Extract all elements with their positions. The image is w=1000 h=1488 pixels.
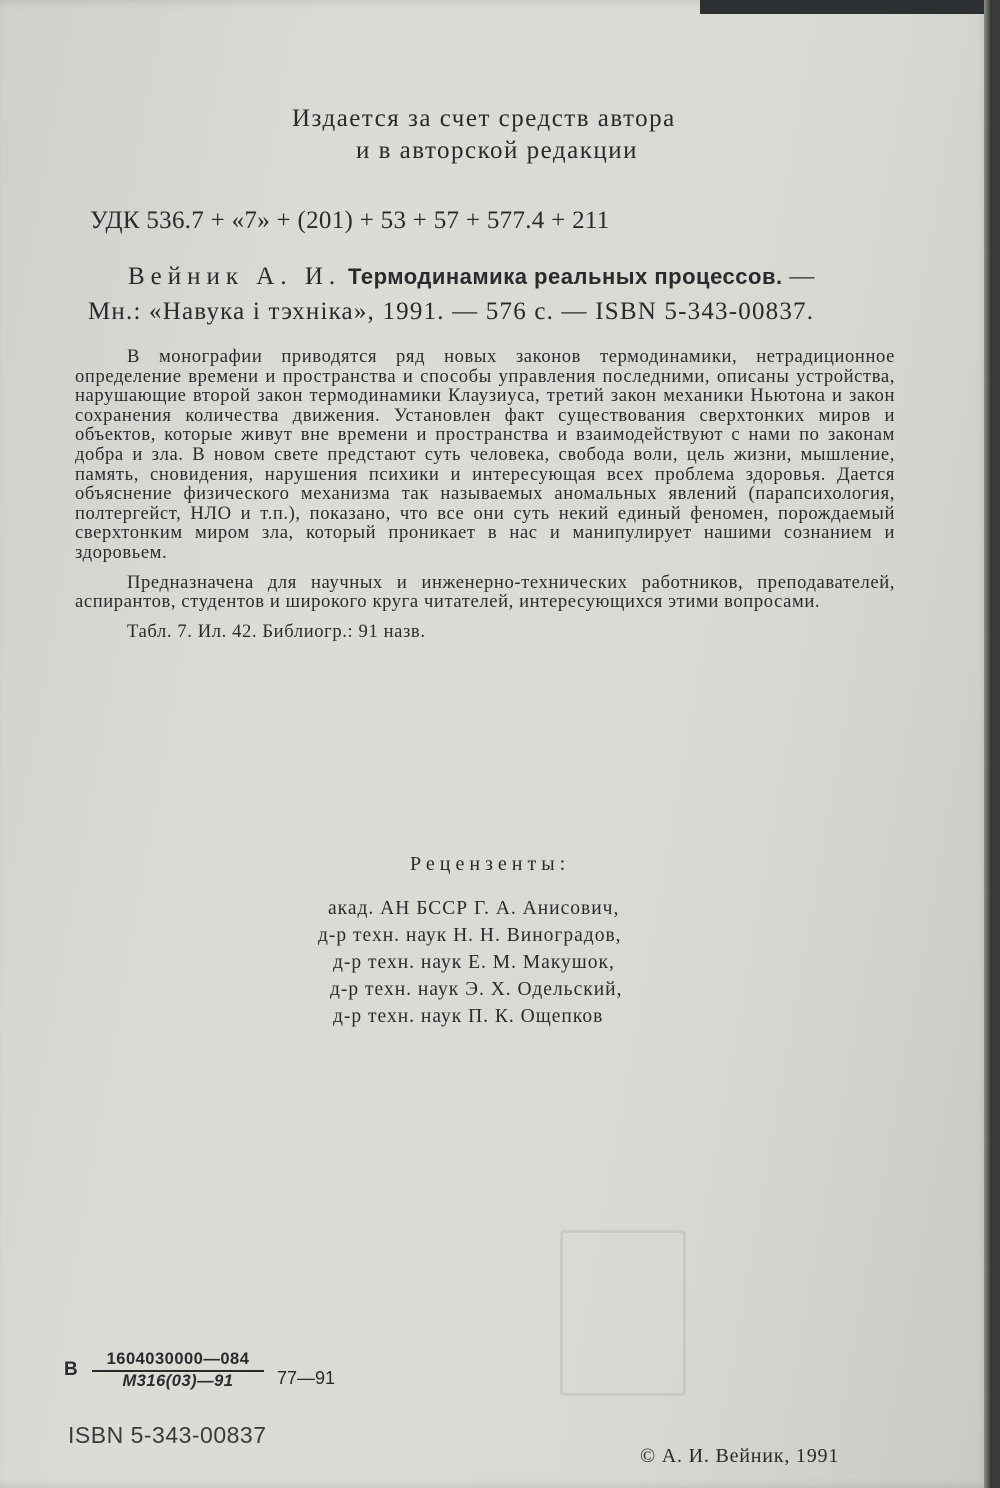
page-edge-shadow [984, 0, 992, 1488]
udk-code: УДК 536.7 + «7» + (201) + 53 + 57 + 577.4 + 211 [90, 207, 610, 234]
abstract-paragraph-2: Предназначена для научных и инженерно-технических работников, преподавателей, аспирантов, студентов и широкого круга читателей, интересующихся этими вопросами. [75, 571, 895, 613]
publication-note-line1: Издается за счет средств автора [292, 105, 676, 132]
bleed-through-shadow [240, 720, 680, 830]
catalog-code-denominator: М316(03)—91 [122, 1372, 234, 1390]
publication-note-line2: и в авторской редакции [356, 137, 639, 164]
abstract-paragraph-1: В монографии приводятся ряд новых законов термодинамики, нетрадиционное определение времени и пространства и способы управления последними, описаны устройства, нарушающие второй закон термодинамики Клаузиуса, третий закон механики Ньютона и закон сохранения количества движения. Установлен факт существования сверхтонких миров и объектов, которые живут вне времени и пространства и взаимодействуют с нами по законам добра и зла. В новом свете предстают суть человека, свобода воли, цель жизни, мышление, память, сновидения, нарушения психики и интересующая всех проблема здоровья. Дается объяснение физического механизма так называемых аномальных явлений (парапсихология, полтергейст, НЛО и т.п.), показано, что все они суть некий единый феномен, порождаемый сверхтонким миром зла, который проникает в нас и манипулирует нашими сознанием и здоровьем. [75, 346, 895, 563]
reviewer-4: д-р техн. наук Э. Х. Одельский, [330, 979, 623, 1000]
isbn: ISBN 5-343-00837 [68, 1422, 267, 1448]
book-cover-edge [700, 0, 992, 14]
bibliographic-line1 [128, 263, 815, 291]
reviewer-3: д-р техн. наук Е. М. Макушок, [333, 952, 615, 973]
reviewer-5: д-р техн. наук П. К. Ощепков [333, 1006, 604, 1027]
reviewer-1: акад. АН БССР Г. А. Анисович, [328, 898, 620, 919]
abstract-stats: Табл. 7. Ил. 42. Библиогр.: 91 назв. [127, 620, 426, 642]
bibliographic-imprint: Мн.: «Навука і тэхніка», 1991. — 576 с. — ISBN 5-343-00837. [88, 298, 815, 325]
catalog-code-numerator: 1604030000—084 [92, 1350, 264, 1372]
author-name: Вейник А. И. [128, 263, 342, 290]
catalog-code-prefix: В [64, 1359, 78, 1380]
reviewer-2: д-р техн. наук Н. Н. Виноградов, [318, 925, 622, 946]
catalog-code-suffix: 77—91 [277, 1368, 336, 1388]
title-dash: — [782, 263, 816, 290]
copyright: © А. И. Вейник, 1991 [640, 1445, 840, 1467]
reviewers-heading: Рецензенты: [410, 853, 571, 875]
book-title: Термодинамика реальных процессов. [348, 264, 783, 289]
bleed-through-stamp [560, 1230, 686, 1396]
abstract [75, 347, 895, 641]
catalog-code-fraction [92, 1350, 264, 1391]
